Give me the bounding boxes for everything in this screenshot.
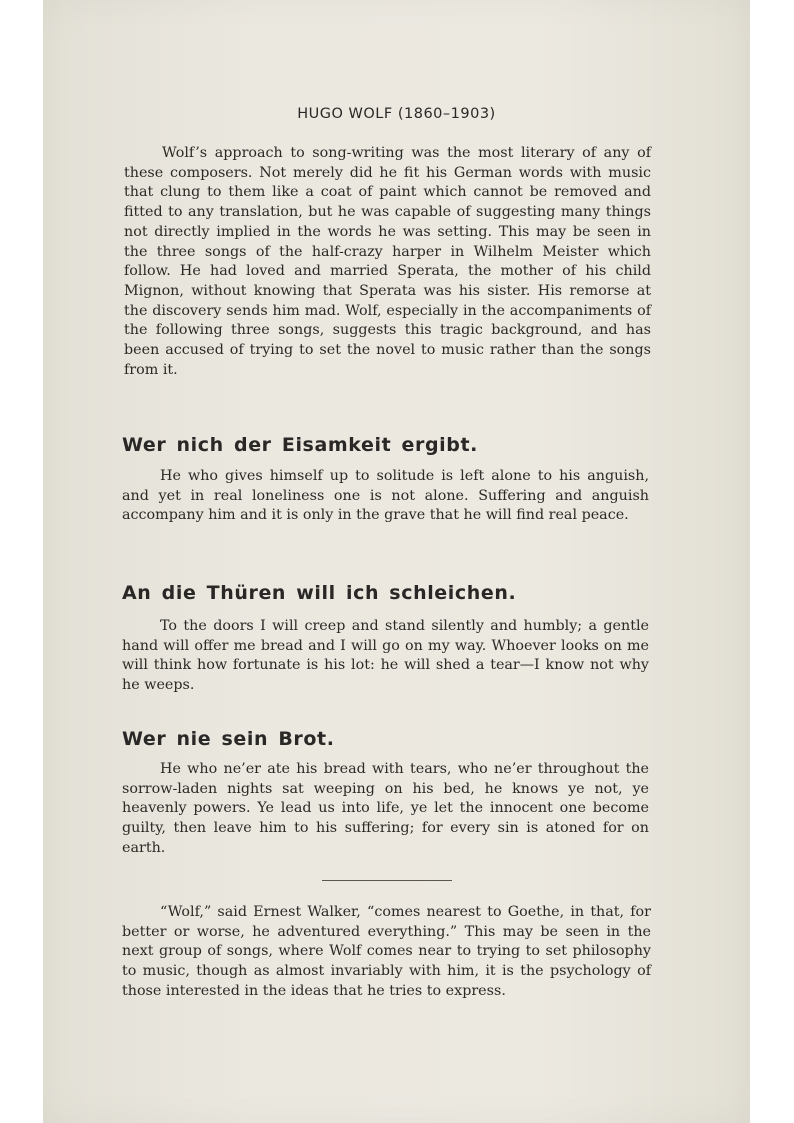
song-translation-3: He who ne’er ate his bread with tears, who ne’er throughout the sorrow-laden nights sat weeping on his bed, he knows ye not, ye heavenly powers. Ye lead us into life, ye let the innocent one become guilty, then leave him to his suffering; for every sin is atoned for on earth.	[122, 761, 649, 856]
song-translation-1: He who gives himself up to solitude is left alone to his anguish, and yet in real loneliness one is not alone. Suffering and anguish accompany him and it is only in the grave that he will find real peace.	[122, 468, 649, 524]
page-title: HUGO WOLF (1860–1903)	[297, 106, 496, 122]
closing-paragraph: “Wolf,” said Ernest Walker, “comes nearest to Goethe, in that, for better or worse, he adventured everything.” This may be seen in the next group of songs, where Wolf comes near to trying to set philosophy to music, though as almost invariably with him, it is the psychology of those interested in the ideas that he tries to express.	[122, 904, 651, 999]
song-title-2: An die Thüren will ich schleichen.	[122, 582, 517, 604]
song-title-3: Wer nie sein Brot.	[122, 728, 335, 750]
page	[43, 0, 750, 1123]
song-translation-2: To the doors I will creep and stand silently and humbly; a gentle hand will offer me bread and I will go on my way. Whoever looks on me will think how fortunate is his lot: he will shed a tear—I know not why he weeps.	[122, 618, 649, 694]
song-title-1: Wer nich der Eisamkeit ergibt.	[122, 434, 478, 456]
section-divider	[322, 880, 452, 881]
intro-paragraph: Wolf’s approach to song-writing was the most literary of any of these composers. Not merely did he fit his German words with music that clung to them like a coat of paint which cannot be removed and fitted to any translation, but he was capable of suggesting many things not directly implied in the words he was setting. This may be seen in the three songs of the half-crazy harper in Wilhelm Meister which follow. He had loved and married Sperata, the mother of his child Mignon, without knowing that Sperata was his sister. His remorse at the discovery sends him mad. Wolf, especially in the accompaniments of the following three songs, suggests this tragic background, and has been accused of trying to set the novel to music rather than the songs from it.	[124, 145, 651, 378]
